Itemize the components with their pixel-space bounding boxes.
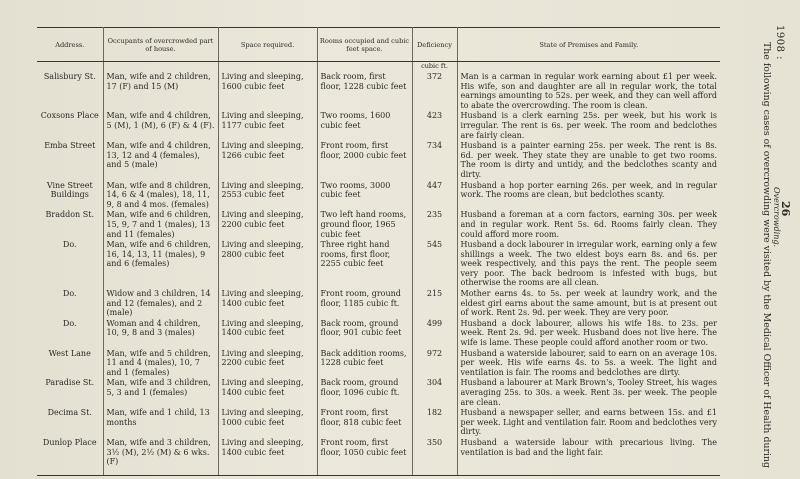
row-state: Husband a waterside labour with precarious living. The ventilation is bad and the light fair. — [457, 437, 720, 475]
section-title: Overcrowding. — [772, 187, 781, 248]
page-number: 26 — [779, 201, 792, 217]
row-rooms: Two rooms, 1600 cubic feet — [317, 110, 412, 140]
row-address: Salisbury St. — [37, 71, 103, 110]
row-address: Coxsons Place — [37, 110, 103, 140]
row-space-required: Living and sleeping, 1177 cubic feet — [218, 110, 317, 140]
table-row — [37, 180, 720, 210]
header-space-required: Space required. — [218, 28, 317, 62]
row-deficiency: 372 — [412, 71, 457, 110]
row-rooms: Front room, ground floor, 1185 cubic ft. — [317, 288, 412, 318]
header-state: State of Premises and Family. — [457, 28, 720, 62]
row-state: Man is a carman in regular work earning about £1 per week. His wife, son and daughter are all in regular work, the total earnings amounting to 52s. per week, and they can well afford to abate the overcrowding. The room is clean. — [457, 71, 720, 110]
row-deficiency: 215 — [412, 288, 457, 318]
row-deficiency: 734 — [412, 140, 457, 179]
header-deficiency: Deficiency — [412, 28, 457, 62]
row-occupants: Man, wife and 5 children, 11 and 4 (males), 10, 7 and 1 (females) — [103, 348, 218, 378]
margin-year: 1908 : — [774, 25, 785, 60]
row-address: Do. — [37, 288, 103, 318]
row-occupants: Man, wife and 3 children, 3½ (M), 2½ (M) & 6 wks. (F) — [103, 437, 218, 475]
row-address: West Lane — [37, 348, 103, 378]
row-rooms: Front room, first floor, 2000 cubic feet — [317, 140, 412, 179]
row-state: Husband a newspaper seller, and earns between 15s. and £1 per week. Light and ventilation fair. Room and bedclothes very dirty. — [457, 407, 720, 437]
table-row — [37, 110, 720, 140]
row-rooms: Back room, first floor, 1228 cubic feet — [317, 71, 412, 110]
table-header-row — [37, 28, 720, 62]
row-occupants: Widow and 3 children, 14 and 12 (females), and 2 (male) — [103, 288, 218, 318]
row-rooms: Front room, first floor, 818 cubic feet — [317, 407, 412, 437]
row-deficiency: 423 — [412, 110, 457, 140]
row-occupants: Man, wife and 2 children, 17 (F) and 15 (M) — [103, 71, 218, 110]
table-row — [37, 377, 720, 407]
table-row — [37, 407, 720, 437]
row-occupants: Man, wife and 1 child, 13 months — [103, 407, 218, 437]
row-rooms: Two left hand rooms, ground floor, 1965 cubic feet — [317, 209, 412, 239]
header-address: Address. — [37, 28, 103, 62]
row-space-required: Living and sleeping, 1400 cubic feet — [218, 318, 317, 348]
row-address: Do. — [37, 239, 103, 288]
row-state: Husband is a clerk earning 25s. per week, but his work is irregular. The rent is 6s. per week. The room and bedclothes are fairly clean. — [457, 110, 720, 140]
row-occupants: Man, wife and 6 children, 16, 14, 13, 11 (males), 9 and 6 (females) — [103, 239, 218, 288]
row-deficiency: 545 — [412, 239, 457, 288]
row-state: Husband a waterside labourer, said to earn on an average 10s. per week. His wife earns 4s. to 5s. a week. The light and ventilation is fair. The rooms and bedclothes are dirty. — [457, 348, 720, 378]
header-rooms: Rooms occupied and cubic feet space. — [317, 28, 412, 62]
row-space-required: Living and sleeping, 1400 cubic feet — [218, 437, 317, 475]
row-space-required: Living and sleeping, 2800 cubic feet — [218, 239, 317, 288]
table-row — [37, 318, 720, 348]
row-deficiency: 304 — [412, 377, 457, 407]
row-space-required: Living and sleeping, 2553 cubic feet — [218, 180, 317, 210]
table-row — [37, 209, 720, 239]
row-occupants: Man, wife and 6 children, 15, 9, 7 and 1 (males), 13 and 11 (females) — [103, 209, 218, 239]
row-address: Dunlop Place — [37, 437, 103, 475]
row-address: Vine Street Buildings — [37, 180, 103, 210]
row-space-required: Living and sleeping, 1000 cubic feet — [218, 407, 317, 437]
margin-caption: The following cases of overcrowding were visited by the Medical Officer of Health during — [761, 42, 772, 469]
row-rooms: Front room, first floor, 1050 cubic feet — [317, 437, 412, 475]
deficiency-unit: cubic ft. — [412, 62, 457, 72]
row-rooms: Three right hand rooms, first floor, 2255 cubic feet — [317, 239, 412, 288]
row-occupants: Man, wife and 8 children, 14, 6 & 4 (males), 18, 11, 9, 8 and 4 mos. (females) — [103, 180, 218, 210]
unit-row — [37, 62, 720, 72]
table-row — [37, 239, 720, 288]
row-occupants: Man, wife and 4 children, 5 (M), 1 (M), 6 (F) & 4 (F). — [103, 110, 218, 140]
table-row — [37, 140, 720, 179]
row-address: Do. — [37, 318, 103, 348]
row-space-required: Living and sleeping, 1400 cubic feet — [218, 288, 317, 318]
row-rooms: Back room, ground floor, 901 cubic feet — [317, 318, 412, 348]
row-deficiency: 182 — [412, 407, 457, 437]
row-deficiency: 235 — [412, 209, 457, 239]
row-rooms: Two rooms, 3000 cubic feet — [317, 180, 412, 210]
row-space-required: Living and sleeping, 1600 cubic feet — [218, 71, 317, 110]
row-address: Paradise St. — [37, 377, 103, 407]
row-deficiency: 447 — [412, 180, 457, 210]
margin-running-head — [732, 25, 792, 469]
header-occupants: Occupants of overcrowded part of house. — [103, 28, 218, 62]
row-occupants: Man, wife and 3 children, 5, 3 and 1 (females) — [103, 377, 218, 407]
row-occupants: Woman and 4 children, 10, 9, 8 and 3 (males) — [103, 318, 218, 348]
row-state: Husband a dock labourer, allows his wife 18s. to 23s. per week. Rent 2s. 9d. per week. Husband does not live here. The wife is lame. These people could afford another room or two. — [457, 318, 720, 348]
row-address: Emba Street — [37, 140, 103, 179]
table-row — [37, 288, 720, 318]
row-deficiency: 972 — [412, 348, 457, 378]
row-deficiency: 350 — [412, 437, 457, 475]
row-space-required: Living and sleeping, 2200 cubic feet — [218, 348, 317, 378]
row-state: Mother earns 4s. to 5s. per week at laundry work, and the eldest girl earns about the same amount, but is at present out of work. Rent 2s. 9d. per week. They are very poor. — [457, 288, 720, 318]
table-row — [37, 348, 720, 378]
row-space-required: Living and sleeping, 2200 cubic feet — [218, 209, 317, 239]
table-row — [37, 71, 720, 110]
row-rooms: Back room, ground floor, 1096 cubic ft. — [317, 377, 412, 407]
overcrowding-table — [37, 27, 720, 476]
row-state: Husband a labourer at Mark Brown's, Tooley Street, his wages averaging 25s. to 30s. a week. Rent 3s. per week. The people are clean. — [457, 377, 720, 407]
row-state: Husband a dock labourer in irregular work, earning only a few shillings a week. The two eldest boys earn 8s. and 6s. per week respectively, and this pays the rent. The people seem very poor. The back bedroom is infested with bugs, but otherwise the rooms are all clean. — [457, 239, 720, 288]
row-state: Husband a foreman at a corn factors, earning 30s. per week and in regular work. Rent 5s. 6d. Rooms fairly clean. They could afford more room. — [457, 209, 720, 239]
table-row — [37, 437, 720, 475]
row-space-required: Living and sleeping, 1266 cubic feet — [218, 140, 317, 179]
row-address: Braddon St. — [37, 209, 103, 239]
row-occupants: Man, wife and 4 children, 13, 12 and 4 (females), and 5 (male) — [103, 140, 218, 179]
row-space-required: Living and sleeping, 1400 cubic feet — [218, 377, 317, 407]
row-deficiency: 499 — [412, 318, 457, 348]
row-state: Husband a hop porter earning 26s. per week, and in regular work. The rooms are clean, but bedclothes scanty. — [457, 180, 720, 210]
row-state: Husband is a painter earning 25s. per week. The rent is 8s. 6d. per week. They state they are unable to get two rooms. The room is dirty and untidy, and the bedclothes scanty and dirty. — [457, 140, 720, 179]
row-address: Decima St. — [37, 407, 103, 437]
row-rooms: Back addition rooms, 1228 cubic feet — [317, 348, 412, 378]
